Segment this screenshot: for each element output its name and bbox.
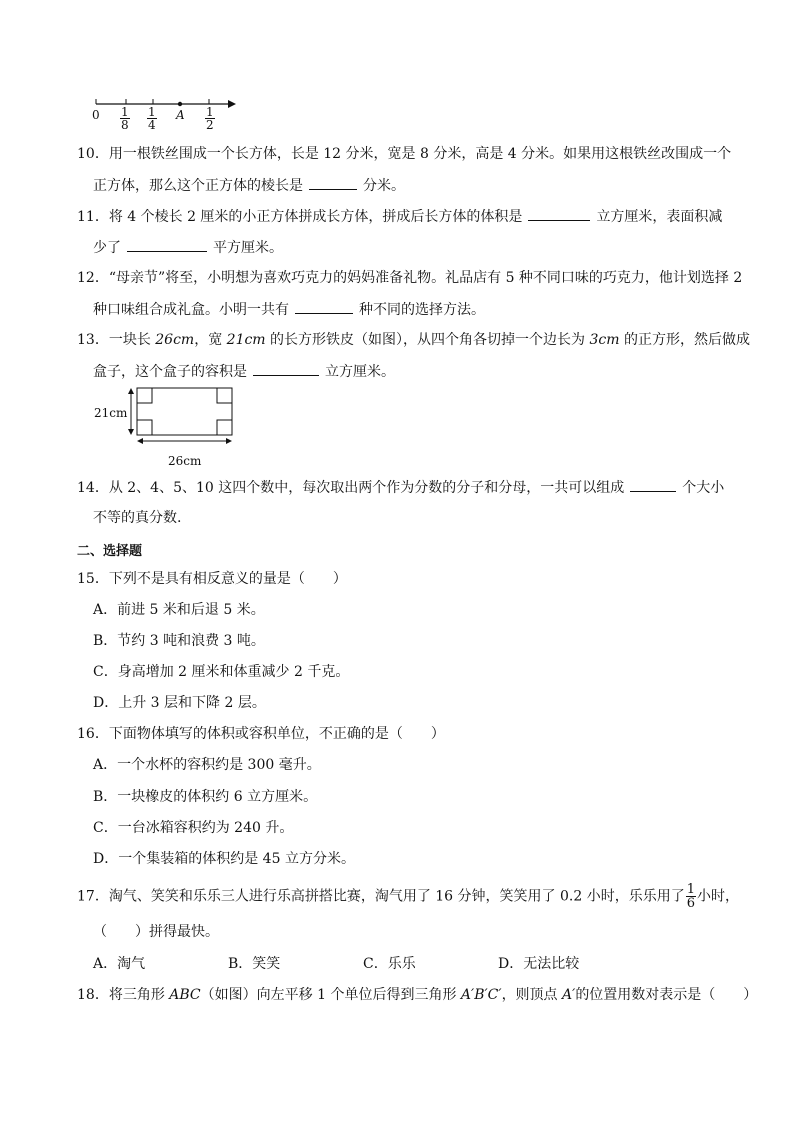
q13-width: 21cm	[226, 332, 266, 348]
q13-figure-width-label: 26cm	[168, 454, 202, 468]
q12-line2	[93, 299, 485, 320]
q10-line2-unit: 分米。	[363, 178, 405, 194]
q11-line1	[77, 206, 722, 227]
label-one-quarter	[147, 106, 157, 131]
q17-fraction-numerator: 1	[686, 882, 695, 897]
q10-answer-blank[interactable]	[309, 175, 357, 190]
height-arrow-top	[128, 388, 134, 394]
q11-line1-text: 11．将 4 个棱长 2 厘米的小正方体拼成长方体，拼成后长方体的体积是	[77, 209, 523, 225]
q11-line2	[93, 237, 283, 258]
q11-line2-unit: 平方厘米。	[213, 240, 283, 256]
q13-length: 26cm	[155, 332, 195, 348]
q16-option-a[interactable]: A．一个水杯的容积约是 300 毫升。	[93, 757, 321, 773]
q12-line2-text: 种口味组合成礼盒。小明一共有	[93, 302, 289, 318]
q13-line2-text: 盒子，这个盒子的容积是	[93, 364, 247, 380]
q18-stem-a: 18．将三角形	[77, 987, 170, 1003]
q10-line2	[93, 175, 405, 196]
q16-option-c[interactable]: C．一台冰箱容积约为 240 升。	[93, 820, 294, 836]
label-one-eighth	[120, 106, 130, 131]
q16-stem: 16．下面物体填写的体积或容积单位，不正确的是（ ）	[77, 726, 445, 742]
q11-area-blank[interactable]	[127, 237, 207, 252]
q16-option-b[interactable]: B．一块橡皮的体积约 6 立方厘米。	[93, 789, 318, 805]
q10-line2-text: 正方体，那么这个正方体的棱长是	[93, 178, 303, 194]
q18-triangle-abc-prime: A′B′C′	[460, 987, 502, 1003]
one-quarter-denominator: 4	[148, 118, 156, 132]
q15-stem: 15．下列不是具有相反意义的量是（ ）	[77, 571, 347, 587]
q13-line2	[93, 361, 395, 382]
q18-stem	[77, 985, 757, 1005]
q14-answer-blank[interactable]	[630, 477, 676, 492]
q13-line1-a: 13．一块长	[77, 332, 156, 348]
q13-line1	[77, 330, 750, 350]
q10-line1: 10．用一根铁丝围成一个长方体，长是 12 分米，宽是 8 分米，高是 4 分米。如果用这根铁丝改围成一个	[77, 146, 732, 162]
one-eighth-denominator: 8	[121, 118, 129, 132]
q18-stem-b: （如图）向左平移 1 个单位后得到三角形	[200, 987, 461, 1003]
one-eighth-numerator: 1	[121, 105, 129, 119]
q14-line1	[77, 477, 724, 498]
corner-square-tr	[217, 388, 232, 403]
height-arrow-bottom	[128, 429, 134, 435]
q14-line2: 不等的真分数.	[93, 510, 182, 526]
q13-line1-b: ，宽	[194, 332, 227, 348]
section-heading-choice: 二、选择题	[77, 544, 143, 559]
q13-line1-d: 的正方形，然后做成	[619, 332, 750, 348]
corner-square-br	[217, 420, 232, 435]
one-half-numerator: 1	[206, 105, 214, 119]
q12-answer-blank[interactable]	[295, 299, 353, 314]
label-point-a: A	[176, 108, 185, 122]
one-half-denominator: 2	[206, 118, 214, 132]
q18-vertex-a-prime: A′	[562, 987, 576, 1003]
number-line-figure	[90, 95, 240, 115]
q17-options	[93, 954, 633, 974]
q15-option-c[interactable]: C．身高增加 2 厘米和体重减少 2 千克。	[93, 664, 350, 680]
q17-option-a[interactable]: A．淘气	[93, 956, 146, 972]
q13-cut: 3cm	[589, 332, 620, 348]
q11-line1-tail: 立方厘米，表面积减	[596, 209, 723, 225]
q17-answer-paren[interactable]: （ ）	[93, 924, 149, 940]
q17-line1-text: 17．淘气、笑笑和乐乐三人进行乐高拼搭比赛，淘气用了 16 分钟，笑笑用了 0.2 小时，乐乐用了	[77, 888, 685, 905]
q17-line1-tail: 小时，	[696, 888, 739, 905]
q17-option-d[interactable]: D．无法比较	[498, 956, 580, 972]
q13-figure-height-label: 21cm	[94, 406, 128, 420]
q15-option-b[interactable]: B．节约 3 吨和浪费 3 吨。	[93, 633, 265, 649]
q12-line1: 12．“母亲节”将至，小明想为喜欢巧克力的妈妈准备礼物。礼品店有 5 种不同口味的巧克力，他计划选择 2	[77, 270, 743, 286]
q16-option-d[interactable]: D．一个集装箱的体积约是 45 立方分米。	[93, 851, 355, 867]
q17-option-b[interactable]: B．笑笑	[228, 956, 281, 972]
q17-fraction-denominator: 6	[686, 896, 695, 911]
q12-line2-tail: 种不同的选择方法。	[359, 302, 485, 318]
label-one-half	[205, 106, 215, 131]
one-quarter-numerator: 1	[148, 105, 156, 119]
q13-rectangle-figure	[125, 385, 240, 445]
width-arrow-left	[137, 438, 143, 444]
point-a	[178, 102, 182, 106]
q18-triangle-abc: ABC	[169, 987, 201, 1003]
q15-option-d[interactable]: D．上升 3 层和下降 2 层。	[93, 695, 266, 711]
q15-option-a[interactable]: A．前进 5 米和后退 5 米。	[93, 602, 265, 618]
label-zero: 0	[92, 108, 100, 122]
width-arrow-right	[226, 438, 232, 444]
q17-option-c[interactable]: C．乐乐	[363, 956, 416, 972]
q17-line2-text: 拼得最快。	[149, 924, 219, 940]
q14-line1-text: 14．从 2、4、5、10 这四个数中，每次取出两个作为分数的分子和分母，一共可以组成	[77, 480, 625, 496]
corner-square-bl	[137, 420, 152, 435]
q17-line1	[77, 883, 739, 910]
q13-answer-blank[interactable]	[253, 361, 319, 376]
q13-line2-unit: 立方厘米。	[325, 364, 395, 380]
q17-line2	[93, 922, 219, 942]
q18-stem-d: 的位置用数对表示是（ ）	[575, 987, 758, 1003]
sheet-rect	[137, 388, 232, 435]
corner-square-tl	[137, 388, 152, 403]
number-line-arrow	[228, 100, 236, 108]
q11-volume-blank[interactable]	[528, 206, 590, 221]
q14-line1-tail: 个大小	[682, 480, 725, 496]
q13-line1-c: 的长方形铁皮（如图），从四个角各切掉一个边长为	[265, 332, 590, 348]
q11-line2-text: 少了	[93, 240, 121, 256]
q18-stem-c: ，则顶点	[501, 987, 563, 1003]
q17-fraction	[686, 883, 696, 910]
